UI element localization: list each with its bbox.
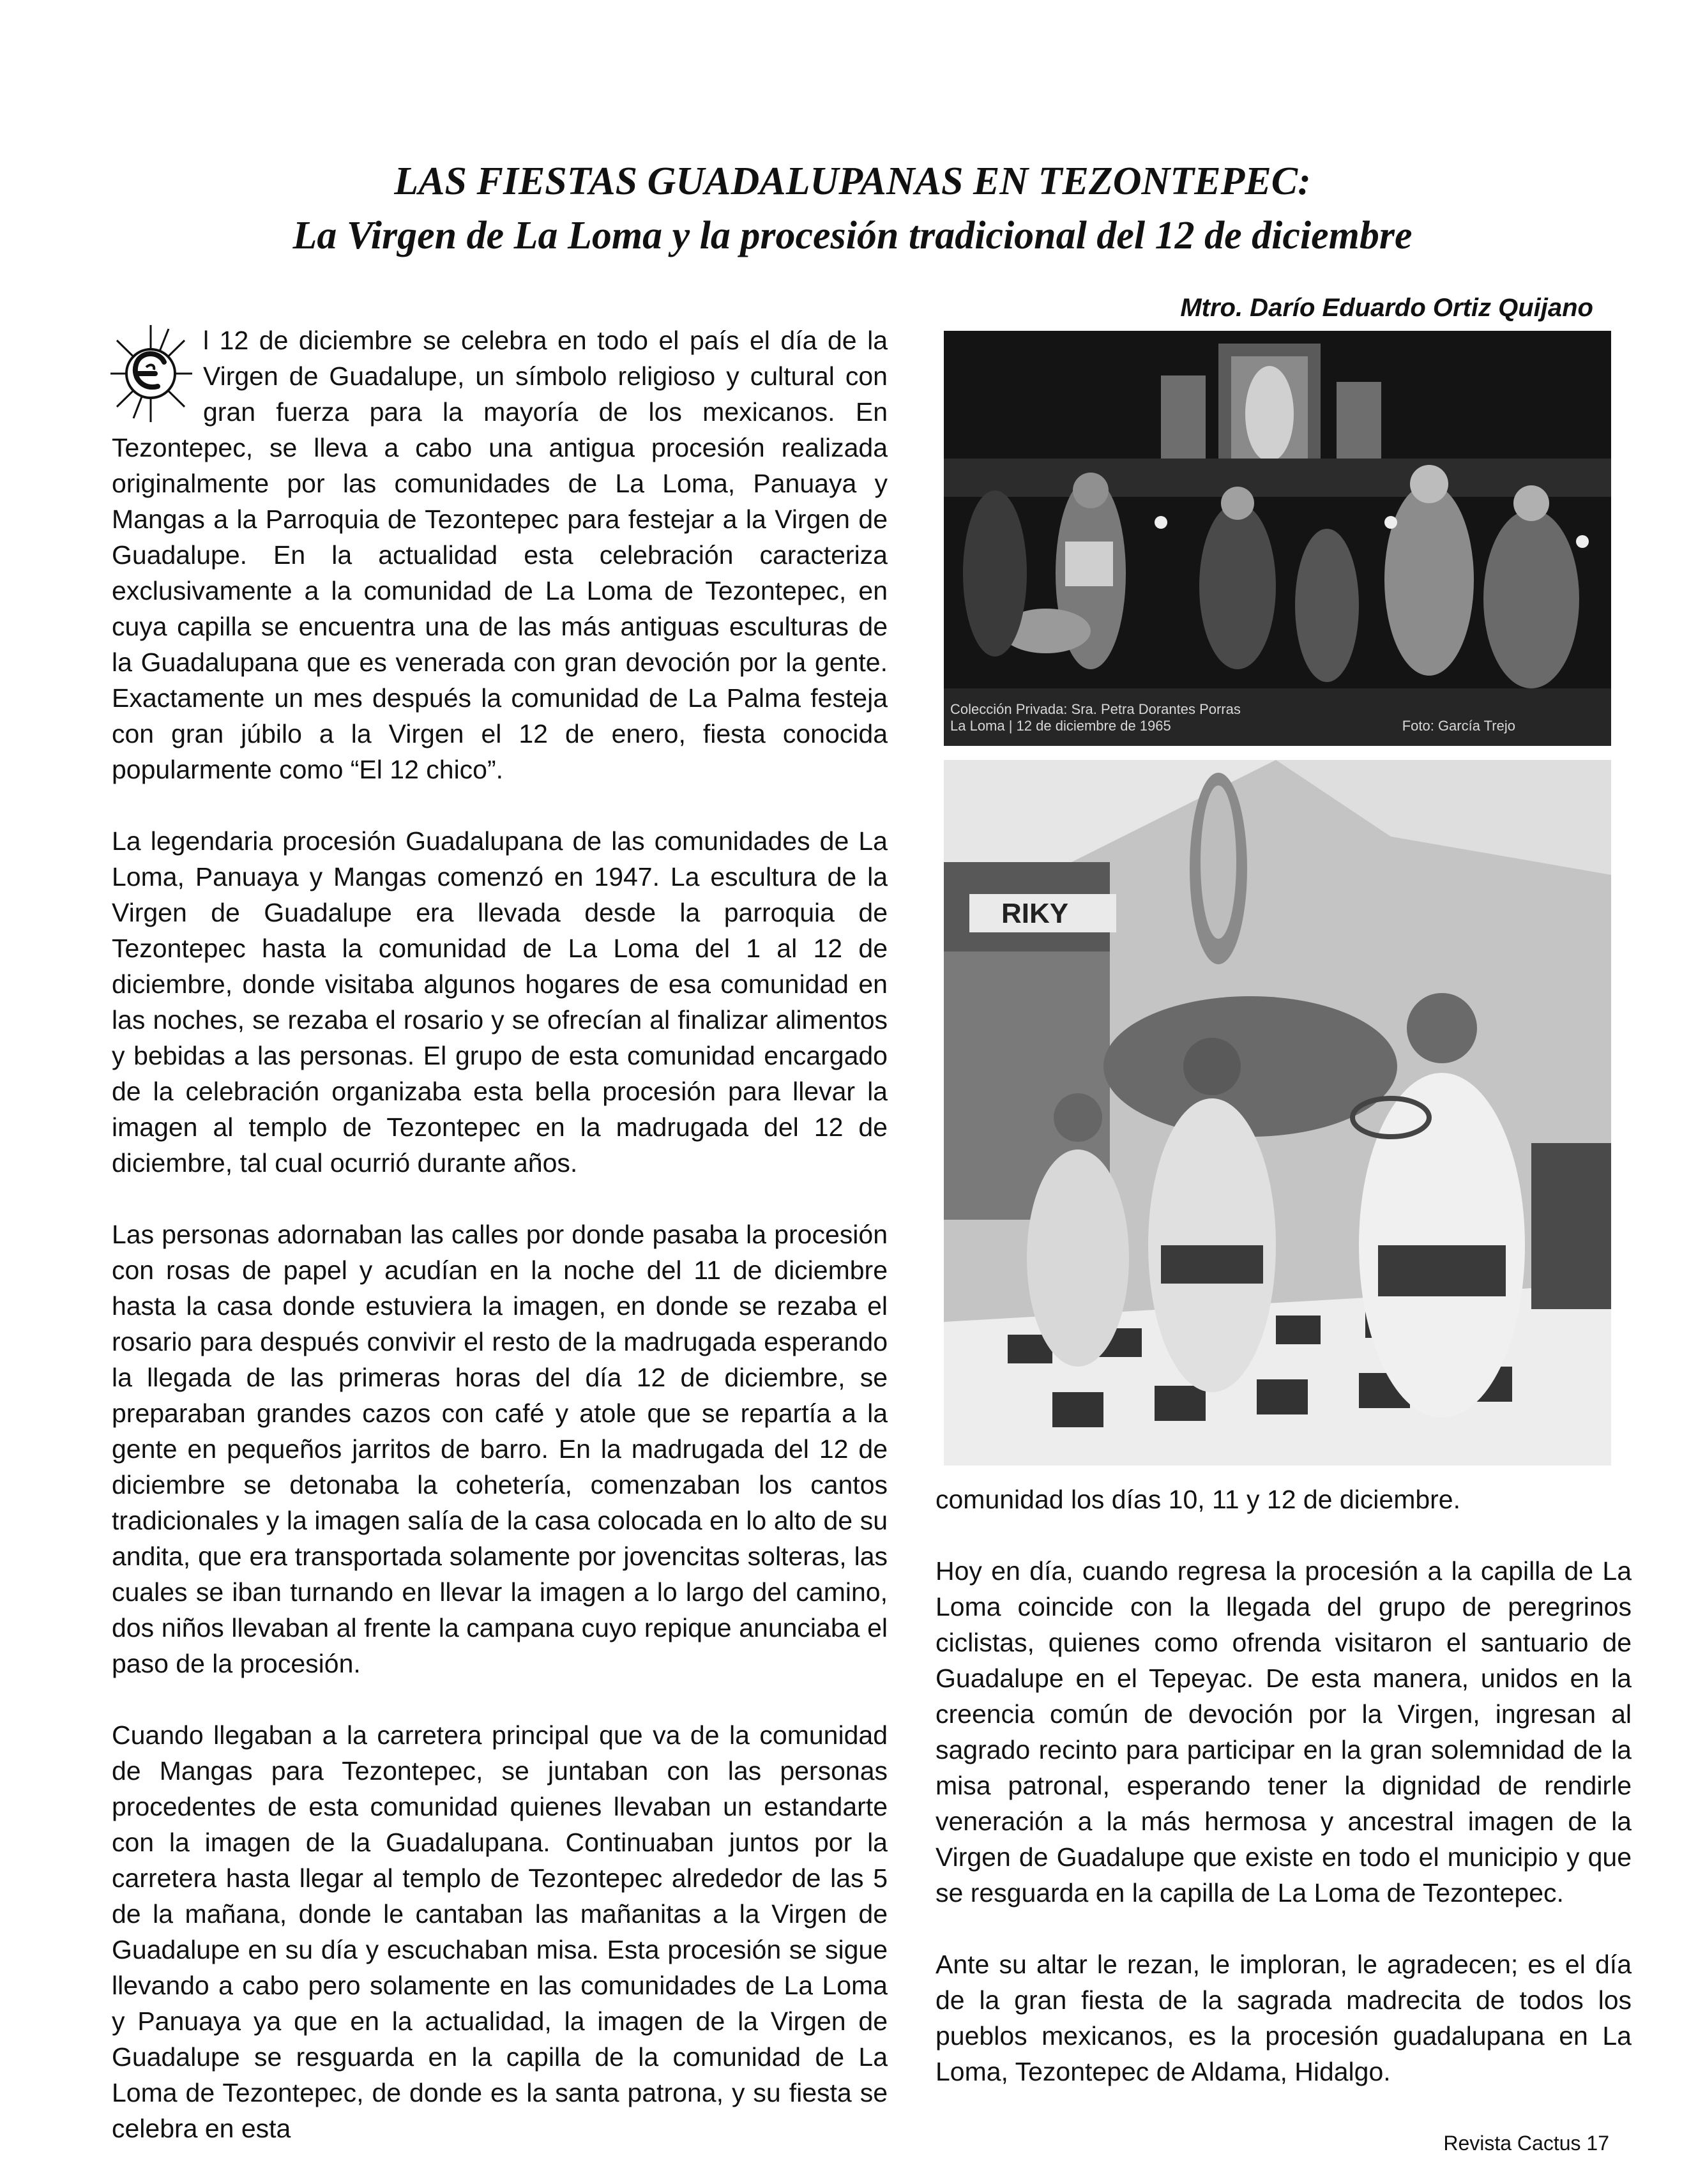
paragraph-4: Cuando llegaban a la carretera principal que va de la comunidad de Mangas para Tezontepec, se juntaban con las personas procedentes de esta comunidad quienes llevaban un estandarte con la imagen de la Guadalupana. Continuaban juntos por la carretera hasta llegar al templo de Tezontepec alrededor de las 5 de la mañana, donde le cantaban las mañanitas a la Virgen de Guadalupe en su día y escuchaban misa. Esta procesión se sigue llevando a cabo pero solamente en las comunidades de La Loma y Panuaya ya que en la actualidad, la imagen de la Virgen de Guadalupe se resguarda en la capilla de la comunidad de La Loma de Tezontepec, de donde es la santa patrona, y su fiesta se celebra en esta	[112, 1720, 888, 2143]
article-subtitle: La Virgen de La Loma y la procesión tradicional del 12 de diciembre	[292, 214, 1413, 257]
page-footer: Revista Cactus 17	[1443, 2132, 1609, 2155]
author-byline: Mtro. Darío Eduardo Ortiz Quijano	[1180, 294, 1593, 322]
paragraph-5: comunidad los días 10, 11 y 12 de diciembre.	[936, 1485, 1461, 1514]
procession-photo-image	[944, 331, 1611, 746]
photographer-credit: Foto: García Trejo	[1402, 718, 1515, 734]
decorative-dropcap-e-icon	[108, 322, 194, 425]
paragraph-1: l 12 de diciembre se celebra en todo el país el día de la Virgen de Guadalupe, un símbolo religioso y cultural con gran fuerza para la mayoría de los mexicanos. En Tezontepec, se lleva a cabo una antigua procesión realizada originalmente por las comunidades de La Loma, Panuaya y Mangas a la Parroquia de Tezontepec para festejar a la Virgen de Guadalupe. En la actualidad esta celebración caracteriza exclusivamente a la comunidad de La Loma de Tezontepec, en cuya capilla se encuentra una de las más antiguas esculturas de la Guadalupana que es venerada con gran devoción por la gente. Exactamente un mes después la comunidad de La Palma festeja con gran júbilo a la Virgen el 12 de enero, fiesta conocida popularmente como “El 12 chico”.	[112, 322, 888, 787]
dancers-photo-image	[944, 760, 1611, 1466]
store-sign: RIKY	[1001, 898, 1069, 929]
paragraph-2: La legendaria procesión Guadalupana de las comunidades de La Loma, Panuaya y Mangas comenzó en 1947. La escultura de la Virgen de Guadalupe era llevada desde la parroquia de Tezontepec hasta la comunidad de La Loma del 1 al 12 de diciembre, donde visitaba algunos hogares de esa comunidad en las noches, se rezaba el rosario y se ofrecían al finalizar alimentos y bebidas a las personas. El grupo de esta comunidad encargado de la celebración organizaba esta bella procesión para llevar la imagen al templo de Tezontepec en la madrugada del 12 de diciembre, tal cual ocurrió durante años.	[112, 826, 888, 1178]
article-title: LAS FIESTAS GUADALUPANAS EN TEZONTEPEC:	[394, 160, 1311, 203]
photo-dancers-altar	[944, 760, 1611, 1466]
right-column	[936, 1482, 1632, 2125]
paragraph-7: Ante su altar le rezan, le imploran, le agradecen; es el día de la gran fiesta de la sagrada madrecita de todos los pueblos mexicanos, es la procesión guadalupana en La Loma, Tezontepec de Aldama, Hidalgo.	[936, 1950, 1632, 2086]
paragraph-6: Hoy en día, cuando regresa la procesión a la capilla de La Loma coincide con la llegada del grupo de peregrinos ciclistas, quienes como ofrenda visitaron el santuario de Guadalupe en el Tepeyac. De esta manera, unidos en la creencia común de devoción por la Virgen, ingresan al sagrado recinto para participar en la gran solemnidad de la misa patronal, esperando tener la dignidad de rendirle veneración a la más hermosa y ancestral imagen de la Virgen de Guadalupe que existe en todo el municipio y que se resguarda en la capilla de La Loma de Tezontepec.	[936, 1556, 1632, 1907]
photo-procession-1965	[944, 331, 1611, 746]
paragraph-3: Las personas adornaban las calles por donde pasaba la procesión con rosas de papel y acudían en la noche del 11 de diciembre hasta la casa donde estuviera la imagen, en donde se rezaba el rosario para después convivir el resto de la madrugada esperando la llegada de las primeras horas del día 12 de diciembre, se preparaban grandes cazos con café y atole que se repartía a la gente en pequeños jarritos de barro. En la madrugada del 12 de diciembre se detonaba la cohetería, comenzaban los cantos tradicionales y la imagen salía de la casa colocada en lo alto de su andita, que era transportada solamente por jovencitas solteras, las cuales se iban turnando en llevar la imagen a lo largo del camino, dos niños llevaban al frente la campana cuyo repique anunciaba el paso de la procesión.	[112, 1220, 888, 1678]
left-column	[112, 322, 888, 2182]
photo-credit: Colección Privada: Sra. Petra Dorantes Porras La Loma | 12 de diciembre de 1965	[950, 701, 1241, 734]
